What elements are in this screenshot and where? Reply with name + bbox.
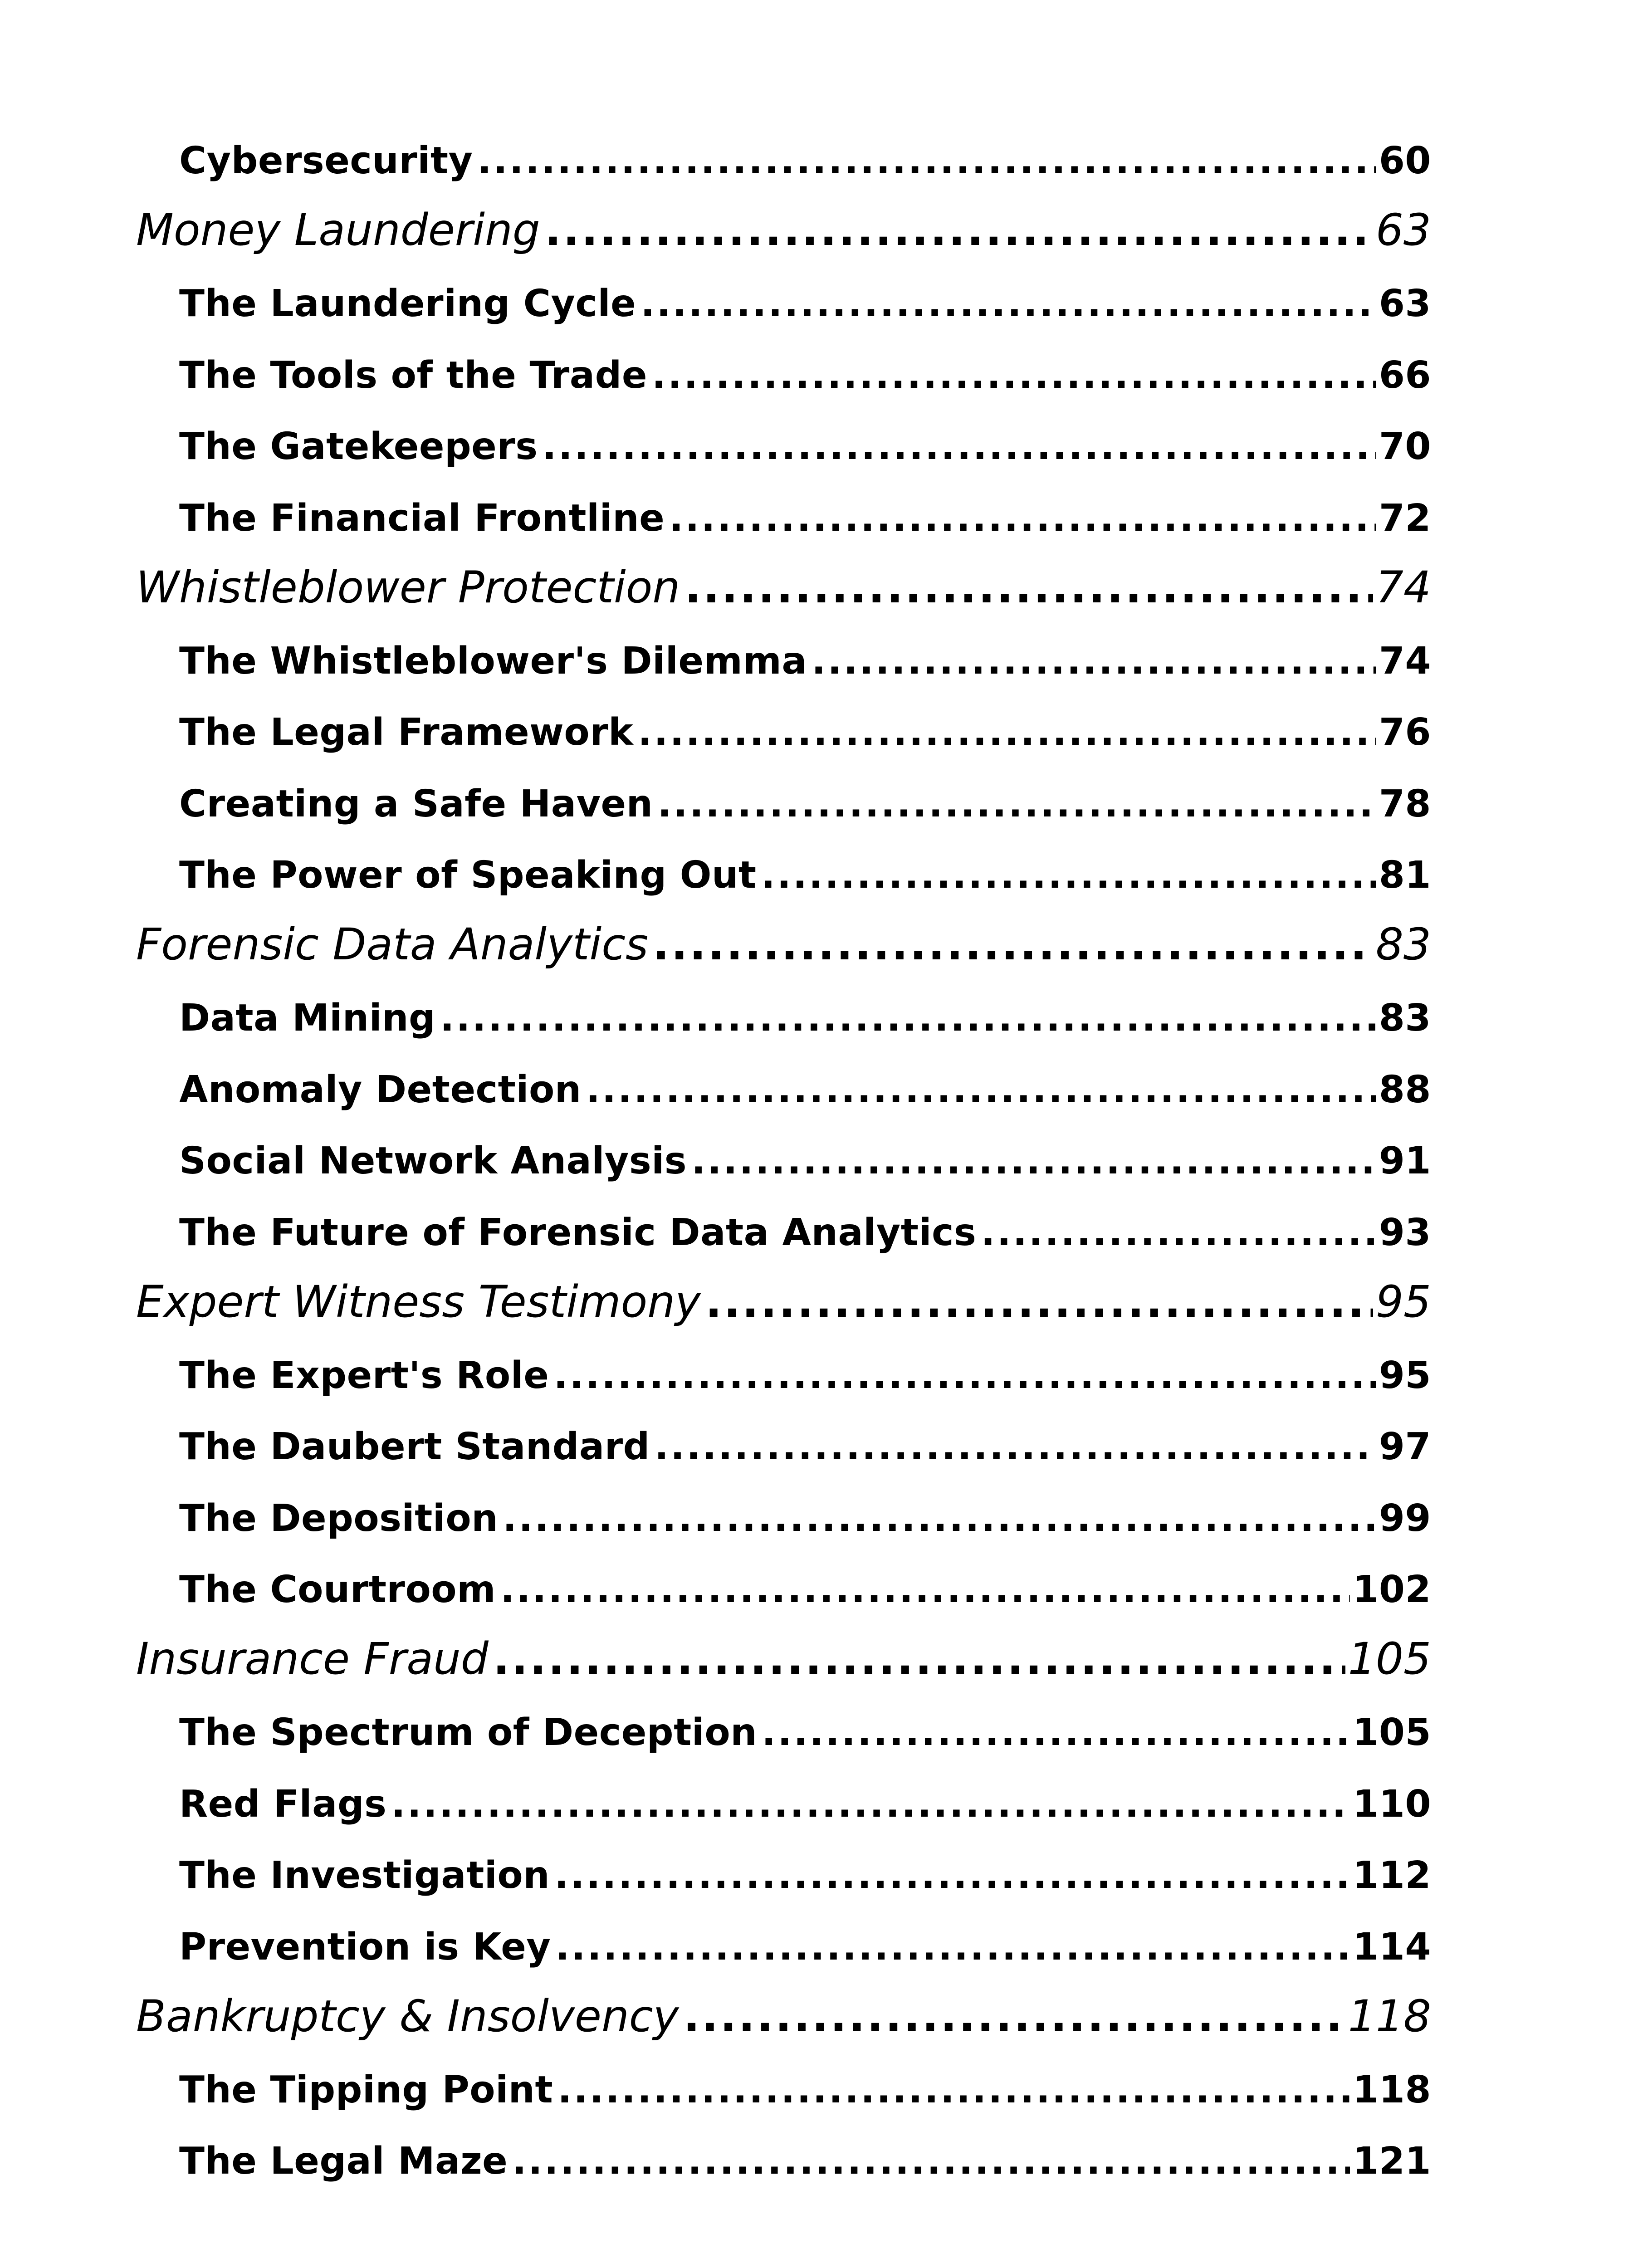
toc-dot-leader	[478, 139, 1376, 182]
toc-entry-title: Cybersecurity	[179, 139, 473, 183]
toc-entry-page: 95	[1379, 1354, 1431, 1397]
toc-entry-title: The Legal Maze	[179, 2140, 508, 2183]
toc-entry-page: 114	[1353, 1925, 1431, 1969]
toc-entry-page: 63	[1375, 205, 1431, 256]
toc-dot-leader	[554, 1354, 1376, 1397]
toc-entry-title: The Deposition	[179, 1496, 499, 1540]
toc-entry-title: The Power of Speaking Out	[179, 854, 757, 897]
toc-dot-leader	[705, 1276, 1373, 1327]
toc-entry-page: 74	[1379, 639, 1431, 683]
toc-entry-page: 74	[1375, 562, 1431, 613]
toc-entry-title: Social Network Analysis	[179, 1139, 687, 1183]
toc-section-entry[interactable]	[179, 1926, 1431, 1969]
toc-entry-page: 81	[1379, 854, 1431, 897]
toc-entry-title: Data Mining	[179, 997, 436, 1040]
toc-entry-page: 105	[1348, 1633, 1431, 1685]
toc-entry-title: Forensic Data Analytics	[136, 919, 648, 970]
toc-section-entry[interactable]	[179, 139, 1431, 182]
toc-entry-page: 99	[1379, 1496, 1431, 1540]
toc-section-entry[interactable]	[179, 1711, 1431, 1754]
toc-section-entry[interactable]	[179, 854, 1431, 897]
toc-dot-leader	[500, 1568, 1350, 1611]
toc-entry-page: 118	[1353, 2068, 1431, 2112]
toc-section-entry[interactable]	[179, 1568, 1431, 1611]
toc-entry-page: 110	[1353, 1782, 1431, 1826]
toc-dot-leader	[638, 711, 1376, 754]
toc-dot-leader	[812, 640, 1376, 683]
toc-section-entry[interactable]	[179, 640, 1431, 683]
toc-entry-page: 76	[1379, 711, 1431, 754]
toc-chapter-entry[interactable]	[136, 205, 1431, 255]
toc-section-entry[interactable]	[179, 497, 1431, 540]
toc-section-entry[interactable]	[179, 2068, 1431, 2112]
toc-section-entry[interactable]	[179, 1211, 1431, 1254]
toc-dot-leader	[391, 1783, 1350, 1826]
toc-dot-leader	[981, 1211, 1376, 1254]
toc-dot-leader	[440, 997, 1376, 1040]
toc-entry-title: The Future of Forensic Data Analytics	[179, 1211, 977, 1254]
toc-section-entry[interactable]	[179, 2140, 1431, 2183]
toc-entry-title: The Tipping Point	[179, 2068, 553, 2112]
toc-entry-page: 70	[1379, 425, 1431, 469]
toc-entry-page: 78	[1379, 782, 1431, 826]
toc-dot-leader	[762, 1711, 1350, 1754]
toc-dot-leader	[652, 354, 1376, 397]
toc-section-entry[interactable]	[179, 1139, 1431, 1183]
toc-section-entry[interactable]	[179, 425, 1431, 468]
toc-entry-page: 95	[1375, 1276, 1431, 1327]
toc-entry-title: Prevention is Key	[179, 1925, 551, 1969]
toc-entry-title: The Expert's Role	[179, 1354, 549, 1397]
toc-dot-leader	[655, 1425, 1376, 1468]
toc-dot-leader	[653, 919, 1373, 970]
toc-dot-leader	[554, 1854, 1350, 1897]
toc-dot-leader	[761, 854, 1376, 897]
toc-entry-page: 97	[1379, 1425, 1431, 1469]
toc-entry-title: The Legal Framework	[179, 711, 634, 754]
toc-dot-leader	[555, 1926, 1350, 1969]
toc-section-entry[interactable]	[179, 997, 1431, 1040]
toc-section-entry[interactable]	[179, 1068, 1431, 1111]
toc-entry-title: The Courtroom	[179, 1568, 496, 1612]
toc-section-entry[interactable]	[179, 782, 1431, 826]
toc-dot-leader	[669, 497, 1376, 540]
toc-section-entry[interactable]	[179, 1425, 1431, 1468]
toc-entry-page: 93	[1379, 1211, 1431, 1254]
toc-entry-page: 63	[1379, 282, 1431, 326]
toc-chapter-entry[interactable]	[136, 919, 1431, 970]
toc-entry-title: Red Flags	[179, 1782, 387, 1826]
toc-entry-title: The Financial Frontline	[179, 496, 665, 540]
toc-entry-title: The Whistleblower's Dilemma	[179, 639, 807, 683]
toc-dot-leader	[640, 282, 1376, 325]
toc-entry-title: The Daubert Standard	[179, 1425, 650, 1469]
toc-entry-page: 105	[1353, 1711, 1431, 1755]
toc-dot-leader	[493, 1633, 1345, 1684]
toc-dot-leader	[691, 1139, 1376, 1183]
toc-section-entry[interactable]	[179, 1854, 1431, 1897]
toc-entry-title: Anomaly Detection	[179, 1068, 582, 1111]
toc-entry-page: 88	[1379, 1068, 1431, 1111]
toc-section-entry[interactable]	[179, 282, 1431, 325]
toc-entry-title: The Spectrum of Deception	[179, 1711, 758, 1755]
toc-entry-title: The Investigation	[179, 1854, 550, 1897]
toc-chapter-entry[interactable]	[136, 1276, 1431, 1327]
toc-entry-title: The Gatekeepers	[179, 425, 538, 469]
toc-section-entry[interactable]	[179, 1783, 1431, 1826]
toc-dot-leader	[545, 205, 1373, 255]
toc-dot-leader	[503, 1497, 1376, 1540]
toc-entry-title: Insurance Fraud	[136, 1633, 489, 1685]
toc-dot-leader	[543, 425, 1376, 468]
toc-entry-page: 60	[1379, 139, 1431, 183]
toc-section-entry[interactable]	[179, 1354, 1431, 1397]
toc-dot-leader	[557, 2068, 1350, 2112]
toc-dot-leader	[512, 2140, 1350, 2183]
toc-dot-leader	[658, 782, 1376, 826]
toc-entry-page: 118	[1348, 1990, 1431, 2042]
toc-entry-title: Expert Witness Testimony	[136, 1276, 701, 1327]
toc-entry-title: The Tools of the Trade	[179, 353, 647, 397]
toc-entry-page: 112	[1353, 1854, 1431, 1897]
toc-entry-title: Whistleblower Protection	[136, 562, 680, 613]
toc-entry-page: 72	[1379, 496, 1431, 540]
toc-entry-page: 66	[1379, 353, 1431, 397]
toc-entry-title: Creating a Safe Haven	[179, 782, 653, 826]
toc-entry-page: 121	[1353, 2140, 1431, 2183]
toc-section-entry[interactable]	[179, 354, 1431, 397]
toc-dot-leader	[586, 1068, 1376, 1111]
toc-entry-page: 83	[1375, 919, 1431, 970]
toc-entry-page: 102	[1353, 1568, 1431, 1612]
toc-section-entry[interactable]	[179, 711, 1431, 754]
toc-entry-title: Bankruptcy & Insolvency	[136, 1990, 679, 2042]
toc-entry-title: The Laundering Cycle	[179, 282, 636, 326]
toc-dot-leader	[684, 562, 1373, 613]
toc-chapter-entry[interactable]	[136, 1991, 1431, 2042]
toc-section-entry[interactable]	[179, 1497, 1431, 1540]
toc-entry-page: 83	[1379, 997, 1431, 1040]
toc-chapter-entry[interactable]	[136, 562, 1431, 613]
toc-dot-leader	[683, 1991, 1345, 2042]
toc-chapter-entry[interactable]	[136, 1633, 1431, 1684]
toc-entry-page: 91	[1379, 1139, 1431, 1183]
toc-entry-title: Money Laundering	[136, 205, 540, 256]
